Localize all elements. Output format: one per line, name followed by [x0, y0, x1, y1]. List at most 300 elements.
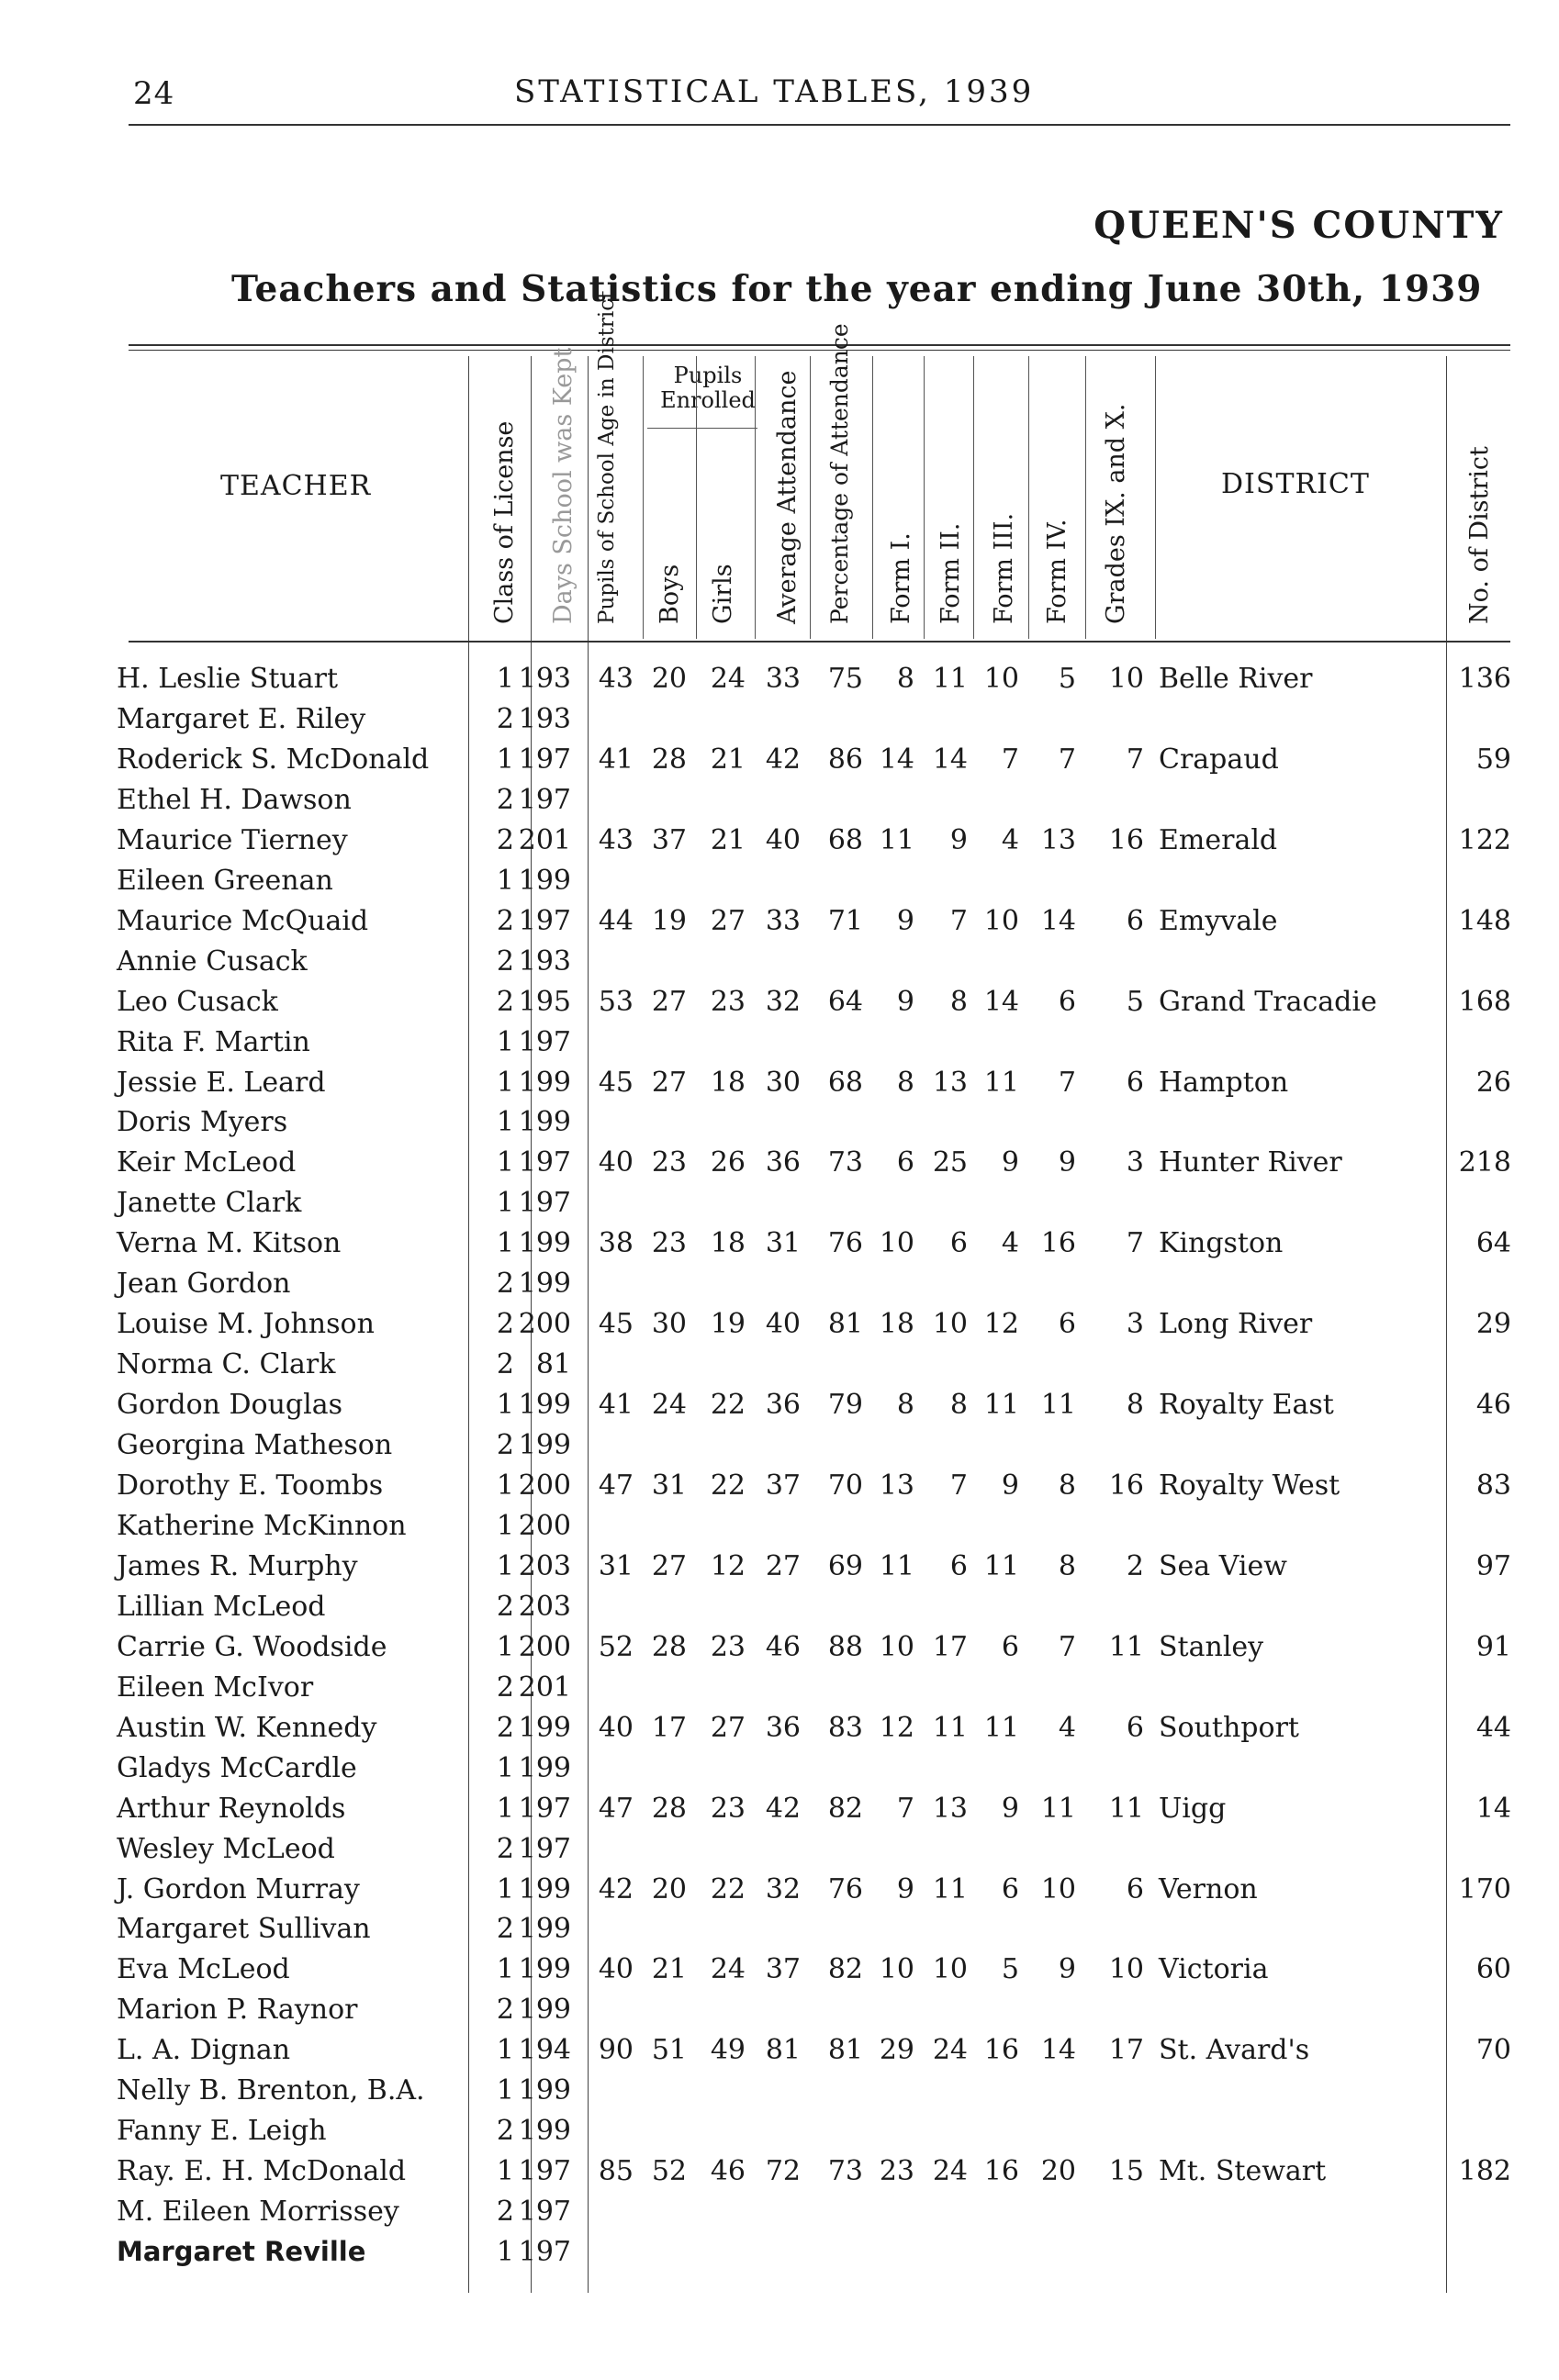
cell-f3: 16: [983, 2034, 1019, 2066]
cell-girls: 27: [710, 1712, 746, 1744]
cell-f3: 9: [1001, 1146, 1019, 1179]
cell-boys: 23: [651, 1227, 687, 1259]
cell-f2: 11: [932, 663, 968, 695]
teacher-name: Marion P. Raynor: [117, 1994, 358, 2026]
teacher-name: Jean Gordon: [117, 1268, 291, 1300]
cell-gr: 7: [1126, 743, 1144, 776]
district-name: St. Avard's: [1159, 2034, 1310, 2066]
cell-f1: 9: [896, 905, 914, 937]
cell-f2: 7: [949, 1469, 968, 1502]
cell-f2: 10: [932, 1308, 968, 1340]
cell-days: 201: [518, 1671, 571, 1704]
table-row: [0, 1793, 1559, 1833]
cell-avg: 30: [765, 1067, 801, 1099]
cell-boys: 31: [651, 1469, 687, 1502]
cell-days: 200: [518, 1308, 571, 1340]
cell-pct: 68: [827, 824, 863, 856]
table-row: [0, 1550, 1559, 1591]
district-name: Kingston: [1159, 1227, 1284, 1259]
table-row: [0, 1187, 1559, 1227]
cell-gr: 16: [1108, 1469, 1144, 1502]
cell-boys: 52: [651, 2155, 687, 2187]
cell-days: 199: [518, 1067, 571, 1099]
cell-age: 85: [598, 2155, 634, 2187]
cell-f4: 6: [1058, 1308, 1076, 1340]
teacher-name: Lillian McLeod: [117, 1591, 326, 1623]
cell-girls: 23: [710, 986, 746, 1018]
cell-f4: 11: [1040, 1389, 1076, 1421]
cell-f4: 4: [1058, 1712, 1076, 1744]
cell-days: 197: [518, 743, 571, 776]
cell-f3: 11: [983, 1389, 1019, 1421]
table-row: [0, 1833, 1559, 1873]
cell-girls: 26: [710, 1146, 746, 1179]
cell-boys: 27: [651, 1067, 687, 1099]
cell-f3: 11: [983, 1067, 1019, 1099]
county-heading: QUEEN'S COUNTY: [1094, 204, 1504, 247]
cell-boys: 28: [651, 1631, 687, 1663]
teacher-name: Wesley McLeod: [117, 1833, 335, 1865]
district-name: Hunter River: [1159, 1146, 1342, 1179]
cell-gr: 11: [1108, 1631, 1144, 1663]
column-header-form-1: Form I.: [887, 532, 915, 624]
table-row: [0, 2155, 1559, 2196]
teacher-name: Katherine McKinnon: [117, 1510, 407, 1542]
cell-gr: 3: [1126, 1308, 1144, 1340]
cell-days: 203: [518, 1550, 571, 1582]
table-row: [0, 1591, 1559, 1631]
teacher-name: Rita F. Martin: [117, 1026, 310, 1058]
cell-pct: 76: [827, 1873, 863, 1905]
district-name: Vernon: [1159, 1873, 1258, 1905]
cell-pct: 83: [827, 1712, 863, 1744]
cell-boys: 27: [651, 1550, 687, 1582]
cell-cls: 2: [496, 1671, 514, 1704]
cell-f3: 10: [983, 663, 1019, 695]
district-number: 218: [1458, 1146, 1511, 1179]
running-title: STATISTICAL TABLES, 1939: [514, 73, 1035, 110]
cell-gr: 10: [1108, 663, 1144, 695]
cell-f2: 8: [949, 986, 968, 1018]
cell-boys: 23: [651, 1146, 687, 1179]
table-row: [0, 1026, 1559, 1067]
cell-days: 199: [518, 1227, 571, 1259]
cell-pct: 86: [827, 743, 863, 776]
teacher-name: James R. Murphy: [117, 1550, 358, 1582]
district-number: 168: [1458, 986, 1511, 1018]
cell-pct: 68: [827, 1067, 863, 1099]
cell-f4: 16: [1040, 1227, 1076, 1259]
cell-girls: 19: [710, 1308, 746, 1340]
cell-girls: 24: [710, 663, 746, 695]
cell-age: 43: [598, 663, 634, 695]
table-row: [0, 663, 1559, 703]
cell-f2: 8: [949, 1389, 968, 1421]
cell-avg: 36: [765, 1146, 801, 1179]
table-top-rule-thin: [129, 350, 1510, 351]
column-divider: [643, 356, 644, 639]
column-header-pupils-school-age: Pupils of School Age in District: [595, 290, 619, 624]
cell-cls: 2: [496, 1591, 514, 1623]
cell-days: 193: [518, 663, 571, 695]
column-divider: [1155, 356, 1156, 639]
cell-cls: 2: [496, 1429, 514, 1461]
cell-pct: 82: [827, 1953, 863, 1985]
cell-f2: 11: [932, 1873, 968, 1905]
cell-f2: 9: [949, 824, 968, 856]
cell-cls: 1: [496, 1550, 514, 1582]
table-row: [0, 2115, 1559, 2155]
teacher-name: Arthur Reynolds: [117, 1793, 346, 1825]
cell-cls: 1: [496, 1146, 514, 1179]
cell-avg: 36: [765, 1712, 801, 1744]
cell-cls: 1: [496, 865, 514, 897]
cell-f3: 11: [983, 1550, 1019, 1582]
cell-gr: 10: [1108, 1953, 1144, 1985]
table-row: [0, 1913, 1559, 1953]
teacher-name: Margaret E. Riley: [117, 703, 366, 735]
table-row: [0, 1389, 1559, 1429]
cell-days: 199: [518, 1389, 571, 1421]
teacher-name: Eva McLeod: [117, 1953, 290, 1985]
district-name: Uigg: [1159, 1793, 1227, 1825]
header-bottom-rule: [129, 641, 1510, 642]
cell-gr: 8: [1126, 1389, 1144, 1421]
cell-boys: 27: [651, 986, 687, 1018]
table-row: [0, 1348, 1559, 1389]
district-number: 136: [1458, 663, 1511, 695]
cell-f3: 4: [1001, 1227, 1019, 1259]
cell-age: 43: [598, 824, 634, 856]
teacher-name: Maurice Tierney: [117, 824, 348, 856]
table-row: [0, 1953, 1559, 1994]
cell-cls: 2: [496, 2115, 514, 2147]
cell-age: 31: [598, 1550, 634, 1582]
cell-avg: 27: [765, 1550, 801, 1582]
cell-girls: 22: [710, 1873, 746, 1905]
cell-cls: 1: [496, 2155, 514, 2187]
cell-cls: 2: [496, 945, 514, 978]
district-number: 14: [1475, 1793, 1511, 1825]
table-row: [0, 2034, 1559, 2074]
table-row: [0, 1308, 1559, 1348]
teacher-name: Eileen McIvor: [117, 1671, 314, 1704]
cell-gr: 16: [1108, 824, 1144, 856]
teacher-name: Gladys McCardle: [117, 1752, 357, 1784]
cell-boys: 21: [651, 1953, 687, 1985]
district-name: Grand Tracadie: [1159, 986, 1377, 1018]
cell-cls: 2: [496, 1712, 514, 1744]
cell-age: 41: [598, 743, 634, 776]
cell-cls: 1: [496, 1953, 514, 1985]
cell-f3: 5: [1001, 1953, 1019, 1985]
cell-cls: 2: [496, 2196, 514, 2228]
cell-days: 197: [518, 784, 571, 816]
cell-avg: 33: [765, 905, 801, 937]
cell-girls: 24: [710, 1953, 746, 1985]
cell-f2: 24: [932, 2034, 968, 2066]
table-row: [0, 1510, 1559, 1550]
cell-f1: 29: [879, 2034, 914, 2066]
cell-f3: 10: [983, 905, 1019, 937]
column-header-girls: Girls: [709, 564, 737, 624]
teacher-name: Carrie G. Woodside: [117, 1631, 387, 1663]
cell-f1: 18: [879, 1308, 914, 1340]
cell-f4: 14: [1040, 2034, 1076, 2066]
cell-days: 197: [518, 1833, 571, 1865]
cell-girls: 46: [710, 2155, 746, 2187]
cell-cls: 1: [496, 2236, 514, 2268]
table-row: [0, 1752, 1559, 1793]
table-row: [0, 1671, 1559, 1712]
column-header-form-4: Form IV.: [1043, 519, 1071, 624]
cell-f1: 8: [896, 1067, 914, 1099]
cell-days: 200: [518, 1469, 571, 1502]
cell-age: 53: [598, 986, 634, 1018]
column-header-form-3: Form III.: [990, 512, 1018, 624]
cell-girls: 23: [710, 1793, 746, 1825]
table-row: [0, 1146, 1559, 1187]
cell-pct: 73: [827, 2155, 863, 2187]
teacher-name: Eileen Greenan: [117, 865, 333, 897]
teacher-name: Margaret Sullivan: [117, 1913, 371, 1945]
cell-f1: 14: [879, 743, 914, 776]
cell-f2: 6: [949, 1227, 968, 1259]
cell-boys: 28: [651, 743, 687, 776]
cell-age: 42: [598, 1873, 634, 1905]
cell-pct: 81: [827, 2034, 863, 2066]
cell-f2: 14: [932, 743, 968, 776]
cell-days: 199: [518, 865, 571, 897]
column-divider: [1085, 356, 1086, 639]
cell-cls: 1: [496, 1067, 514, 1099]
cell-cls: 1: [496, 743, 514, 776]
cell-avg: 32: [765, 986, 801, 1018]
district-name: Sea View: [1159, 1550, 1287, 1582]
table-row: [0, 1227, 1559, 1268]
cell-age: 90: [598, 2034, 634, 2066]
cell-avg: 46: [765, 1631, 801, 1663]
cell-cls: 1: [496, 1026, 514, 1058]
cell-f2: 11: [932, 1712, 968, 1744]
cell-f1: 7: [896, 1793, 914, 1825]
district-number: 170: [1458, 1873, 1511, 1905]
cell-f4: 14: [1040, 905, 1076, 937]
table-row: [0, 743, 1559, 784]
cell-boys: 30: [651, 1308, 687, 1340]
district-name: Crapaud: [1159, 743, 1279, 776]
column-divider: [872, 356, 873, 639]
cell-cls: 1: [496, 1873, 514, 1905]
cell-f1: 11: [879, 1550, 914, 1582]
cell-days: 203: [518, 1591, 571, 1623]
cell-days: 81: [535, 1348, 571, 1380]
table-row: [0, 1873, 1559, 1914]
cell-f4: 8: [1058, 1469, 1076, 1502]
column-group-pupils-enrolled: Pupils Enrolled: [660, 363, 756, 413]
cell-f2: 13: [932, 1793, 968, 1825]
cell-days: 193: [518, 945, 571, 978]
district-number: 148: [1458, 905, 1511, 937]
cell-cls: 1: [496, 1631, 514, 1663]
cell-f4: 6: [1058, 986, 1076, 1018]
column-header-class-of-license: Class of License: [490, 420, 519, 624]
teacher-name: Gordon Douglas: [117, 1389, 343, 1421]
cell-f1: 10: [879, 1227, 914, 1259]
cell-age: 40: [598, 1146, 634, 1179]
cell-pct: 82: [827, 1793, 863, 1825]
table-row: [0, 1067, 1559, 1107]
cell-gr: 6: [1126, 905, 1144, 937]
column-header-percentage-attendance: Percentage of Attendance: [826, 323, 853, 624]
cell-days: 193: [518, 703, 571, 735]
table-row: [0, 703, 1559, 743]
teacher-name: H. Leslie Stuart: [117, 663, 338, 695]
teacher-name: Keir McLeod: [117, 1146, 297, 1179]
cell-f4: 9: [1058, 1146, 1076, 1179]
cell-f4: 7: [1058, 743, 1076, 776]
cell-pct: 88: [827, 1631, 863, 1663]
cell-days: 199: [518, 1873, 571, 1905]
cell-f4: 8: [1058, 1550, 1076, 1582]
district-number: 59: [1475, 743, 1511, 776]
cell-f1: 9: [896, 986, 914, 1018]
cell-days: 197: [518, 1793, 571, 1825]
teacher-name: Janette Clark: [117, 1187, 302, 1219]
cell-days: 199: [518, 1994, 571, 2026]
cell-f3: 6: [1001, 1873, 1019, 1905]
cell-days: 197: [518, 1187, 571, 1219]
cell-gr: 7: [1126, 1227, 1144, 1259]
cell-age: 52: [598, 1631, 634, 1663]
cell-cls: 1: [496, 1793, 514, 1825]
table-row: [0, 1106, 1559, 1146]
cell-days: 200: [518, 1510, 571, 1542]
district-number: 60: [1475, 1953, 1511, 1985]
cell-f1: 8: [896, 663, 914, 695]
column-header-teacher: TEACHER: [220, 470, 372, 502]
teacher-name: J. Gordon Murray: [117, 1873, 360, 1905]
cell-f3: 7: [1001, 743, 1019, 776]
column-divider: [696, 356, 697, 639]
cell-avg: 33: [765, 663, 801, 695]
cell-age: 38: [598, 1227, 634, 1259]
cell-f3: 11: [983, 1712, 1019, 1744]
table-row: [0, 945, 1559, 986]
cell-f2: 24: [932, 2155, 968, 2187]
cell-days: 199: [518, 1752, 571, 1784]
cell-f4: 20: [1040, 2155, 1076, 2187]
cell-girls: 21: [710, 743, 746, 776]
district-name: Mt. Stewart: [1159, 2155, 1327, 2187]
table-row: [0, 2236, 1559, 2276]
teacher-name: Georgina Matheson: [117, 1429, 393, 1461]
teacher-name: Dorothy E. Toombs: [117, 1469, 384, 1502]
cell-girls: 12: [710, 1550, 746, 1582]
cell-cls: 2: [496, 703, 514, 735]
cell-girls: 49: [710, 2034, 746, 2066]
column-divider: [924, 356, 925, 639]
cell-avg: 37: [765, 1469, 801, 1502]
cell-f1: 8: [896, 1389, 914, 1421]
cell-cls: 2: [496, 1348, 514, 1380]
cell-f3: 9: [1001, 1469, 1019, 1502]
cell-boys: 51: [651, 2034, 687, 2066]
cell-pct: 76: [827, 1227, 863, 1259]
cell-days: 194: [518, 2034, 571, 2066]
column-header-average-attendance: Average Attendance: [773, 370, 802, 624]
district-name: Belle River: [1159, 663, 1313, 695]
cell-cls: 2: [496, 1913, 514, 1945]
cell-f1: 6: [896, 1146, 914, 1179]
cell-pct: 69: [827, 1550, 863, 1582]
cell-age: 45: [598, 1067, 634, 1099]
cell-days: 199: [518, 2115, 571, 2147]
table-row: [0, 1631, 1559, 1671]
cell-days: 197: [518, 2236, 571, 2268]
cell-f4: 7: [1058, 1067, 1076, 1099]
cell-cls: 1: [496, 2034, 514, 2066]
column-header-grades: Grades IX. and X.: [1102, 403, 1130, 624]
cell-age: 45: [598, 1308, 634, 1340]
cell-days: 199: [518, 1953, 571, 1985]
cell-f1: 10: [879, 1631, 914, 1663]
cell-age: 41: [598, 1389, 634, 1421]
cell-cls: 1: [496, 1510, 514, 1542]
cell-girls: 27: [710, 905, 746, 937]
header-rule: [129, 124, 1510, 126]
cell-gr: 6: [1126, 1873, 1144, 1905]
cell-days: 197: [518, 2155, 571, 2187]
cell-cls: 1: [496, 1106, 514, 1138]
cell-days: 199: [518, 1712, 571, 1744]
cell-pct: 71: [827, 905, 863, 937]
district-number: 83: [1475, 1469, 1511, 1502]
district-name: Stanley: [1159, 1631, 1264, 1663]
cell-f1: 10: [879, 1953, 914, 1985]
cell-cls: 2: [496, 905, 514, 937]
cell-f3: 14: [983, 986, 1019, 1018]
district-number: 44: [1475, 1712, 1511, 1744]
cell-pct: 73: [827, 1146, 863, 1179]
cell-days: 197: [518, 2196, 571, 2228]
cell-gr: 17: [1108, 2034, 1144, 2066]
table-row: [0, 1429, 1559, 1469]
cell-boys: 28: [651, 1793, 687, 1825]
district-number: 64: [1475, 1227, 1511, 1259]
table-row: [0, 865, 1559, 905]
district-name: Long River: [1159, 1308, 1313, 1340]
page-number: 24: [133, 75, 175, 112]
district-name: Royalty East: [1159, 1389, 1334, 1421]
teacher-name: L. A. Dignan: [117, 2034, 291, 2066]
table-row: [0, 1469, 1559, 1510]
cell-f4: 9: [1058, 1953, 1076, 1985]
teacher-name: Doris Myers: [117, 1106, 288, 1138]
table-row: [0, 1268, 1559, 1308]
cell-gr: 6: [1126, 1067, 1144, 1099]
column-divider: [1028, 356, 1029, 639]
cell-cls: 2: [496, 1833, 514, 1865]
table-row: [0, 784, 1559, 824]
cell-f2: 13: [932, 1067, 968, 1099]
district-number: 91: [1475, 1631, 1511, 1663]
cell-gr: 2: [1126, 1550, 1144, 1582]
cell-girls: 18: [710, 1227, 746, 1259]
district-name: Emerald: [1159, 824, 1278, 856]
table-row: [0, 1712, 1559, 1752]
cell-f4: 10: [1040, 1873, 1076, 1905]
